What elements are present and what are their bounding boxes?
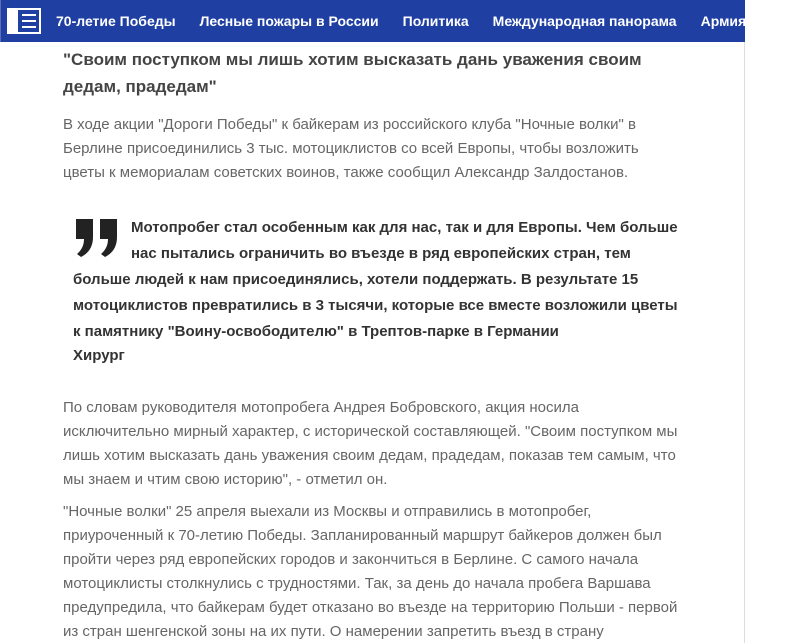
top-navigation-bar bbox=[0, 0, 792, 42]
nav-item-international[interactable]: Международная панорама bbox=[492, 13, 677, 29]
quote-text: Мотопробег стал особенным как для нас, так и для Европы. Чем больше нас пытались ограничить во въезде в ряд европейских стран, тем больше людей к нам присоединялись, хотели поддержать. В результате 15 мотоциклистов превратились в 3 тысячи, которые все вместе возложили цветы к памятнику "Воину-освободителю" в Трептов-парке в Германии bbox=[73, 219, 678, 340]
article-headline: "Своим поступком мы лишь хотим высказать дань уважения своим дедам, прадедам" bbox=[63, 50, 642, 96]
menu-icon[interactable] bbox=[6, 7, 42, 35]
quote-author: Хирург bbox=[73, 347, 125, 364]
article-header bbox=[63, 46, 683, 100]
quote-mark-icon bbox=[73, 217, 123, 259]
nav-item-politics[interactable]: Политика bbox=[402, 13, 469, 29]
blockquote bbox=[73, 215, 683, 345]
page-edge-divider bbox=[744, 42, 745, 643]
paragraph-text: По словам руководителя мотопробега Андрея Бобровского, акция носила исключительно мирный характер, с исторической составляющей. "Своим поступком мы лишь хотим высказать дань уважения своим дедам, прадедам, показав тем самым, что мы знаем и чтим свою историю", - отметил он. bbox=[63, 399, 678, 488]
article-paragraph-2 bbox=[63, 396, 683, 492]
article-paragraph-3 bbox=[63, 500, 683, 644]
nav-item-army[interactable]: Армия и ОПК bbox=[700, 13, 792, 29]
paragraph-text: "Ночные волки" 25 апреля выехали из Москвы и отправились в мотопробег, приуроченный к 70-летию Победы. Запланированный маршрут байкеров должен был пройти через ряд европейских городов и закончиться в Берлине. С самого начала мотоциклисты столкнулись с трудностями. Так, за день до начала пробега Варшава предупредила, что байкерам будет отказано во въезде на территорию Польши - первой из стран шенгенской зоны на их пути. О намерении запретить въезд в страну bbox=[63, 503, 678, 640]
nav-item-victory-70[interactable]: 70-летие Победы bbox=[56, 13, 176, 29]
lead-paragraph: В ходе акции "Дороги Победы" к байкерам из российского клуба "Ночные волки" в Берлине присоединились 3 тыс. мотоциклистов со всей Европы, чтобы возложить цветы к мемориалам советских воинов, также сообщил Александр Залдостанов. bbox=[63, 116, 639, 181]
article-lead bbox=[63, 113, 683, 185]
nav-item-forest-fires[interactable]: Лесные пожары в России bbox=[199, 13, 379, 29]
